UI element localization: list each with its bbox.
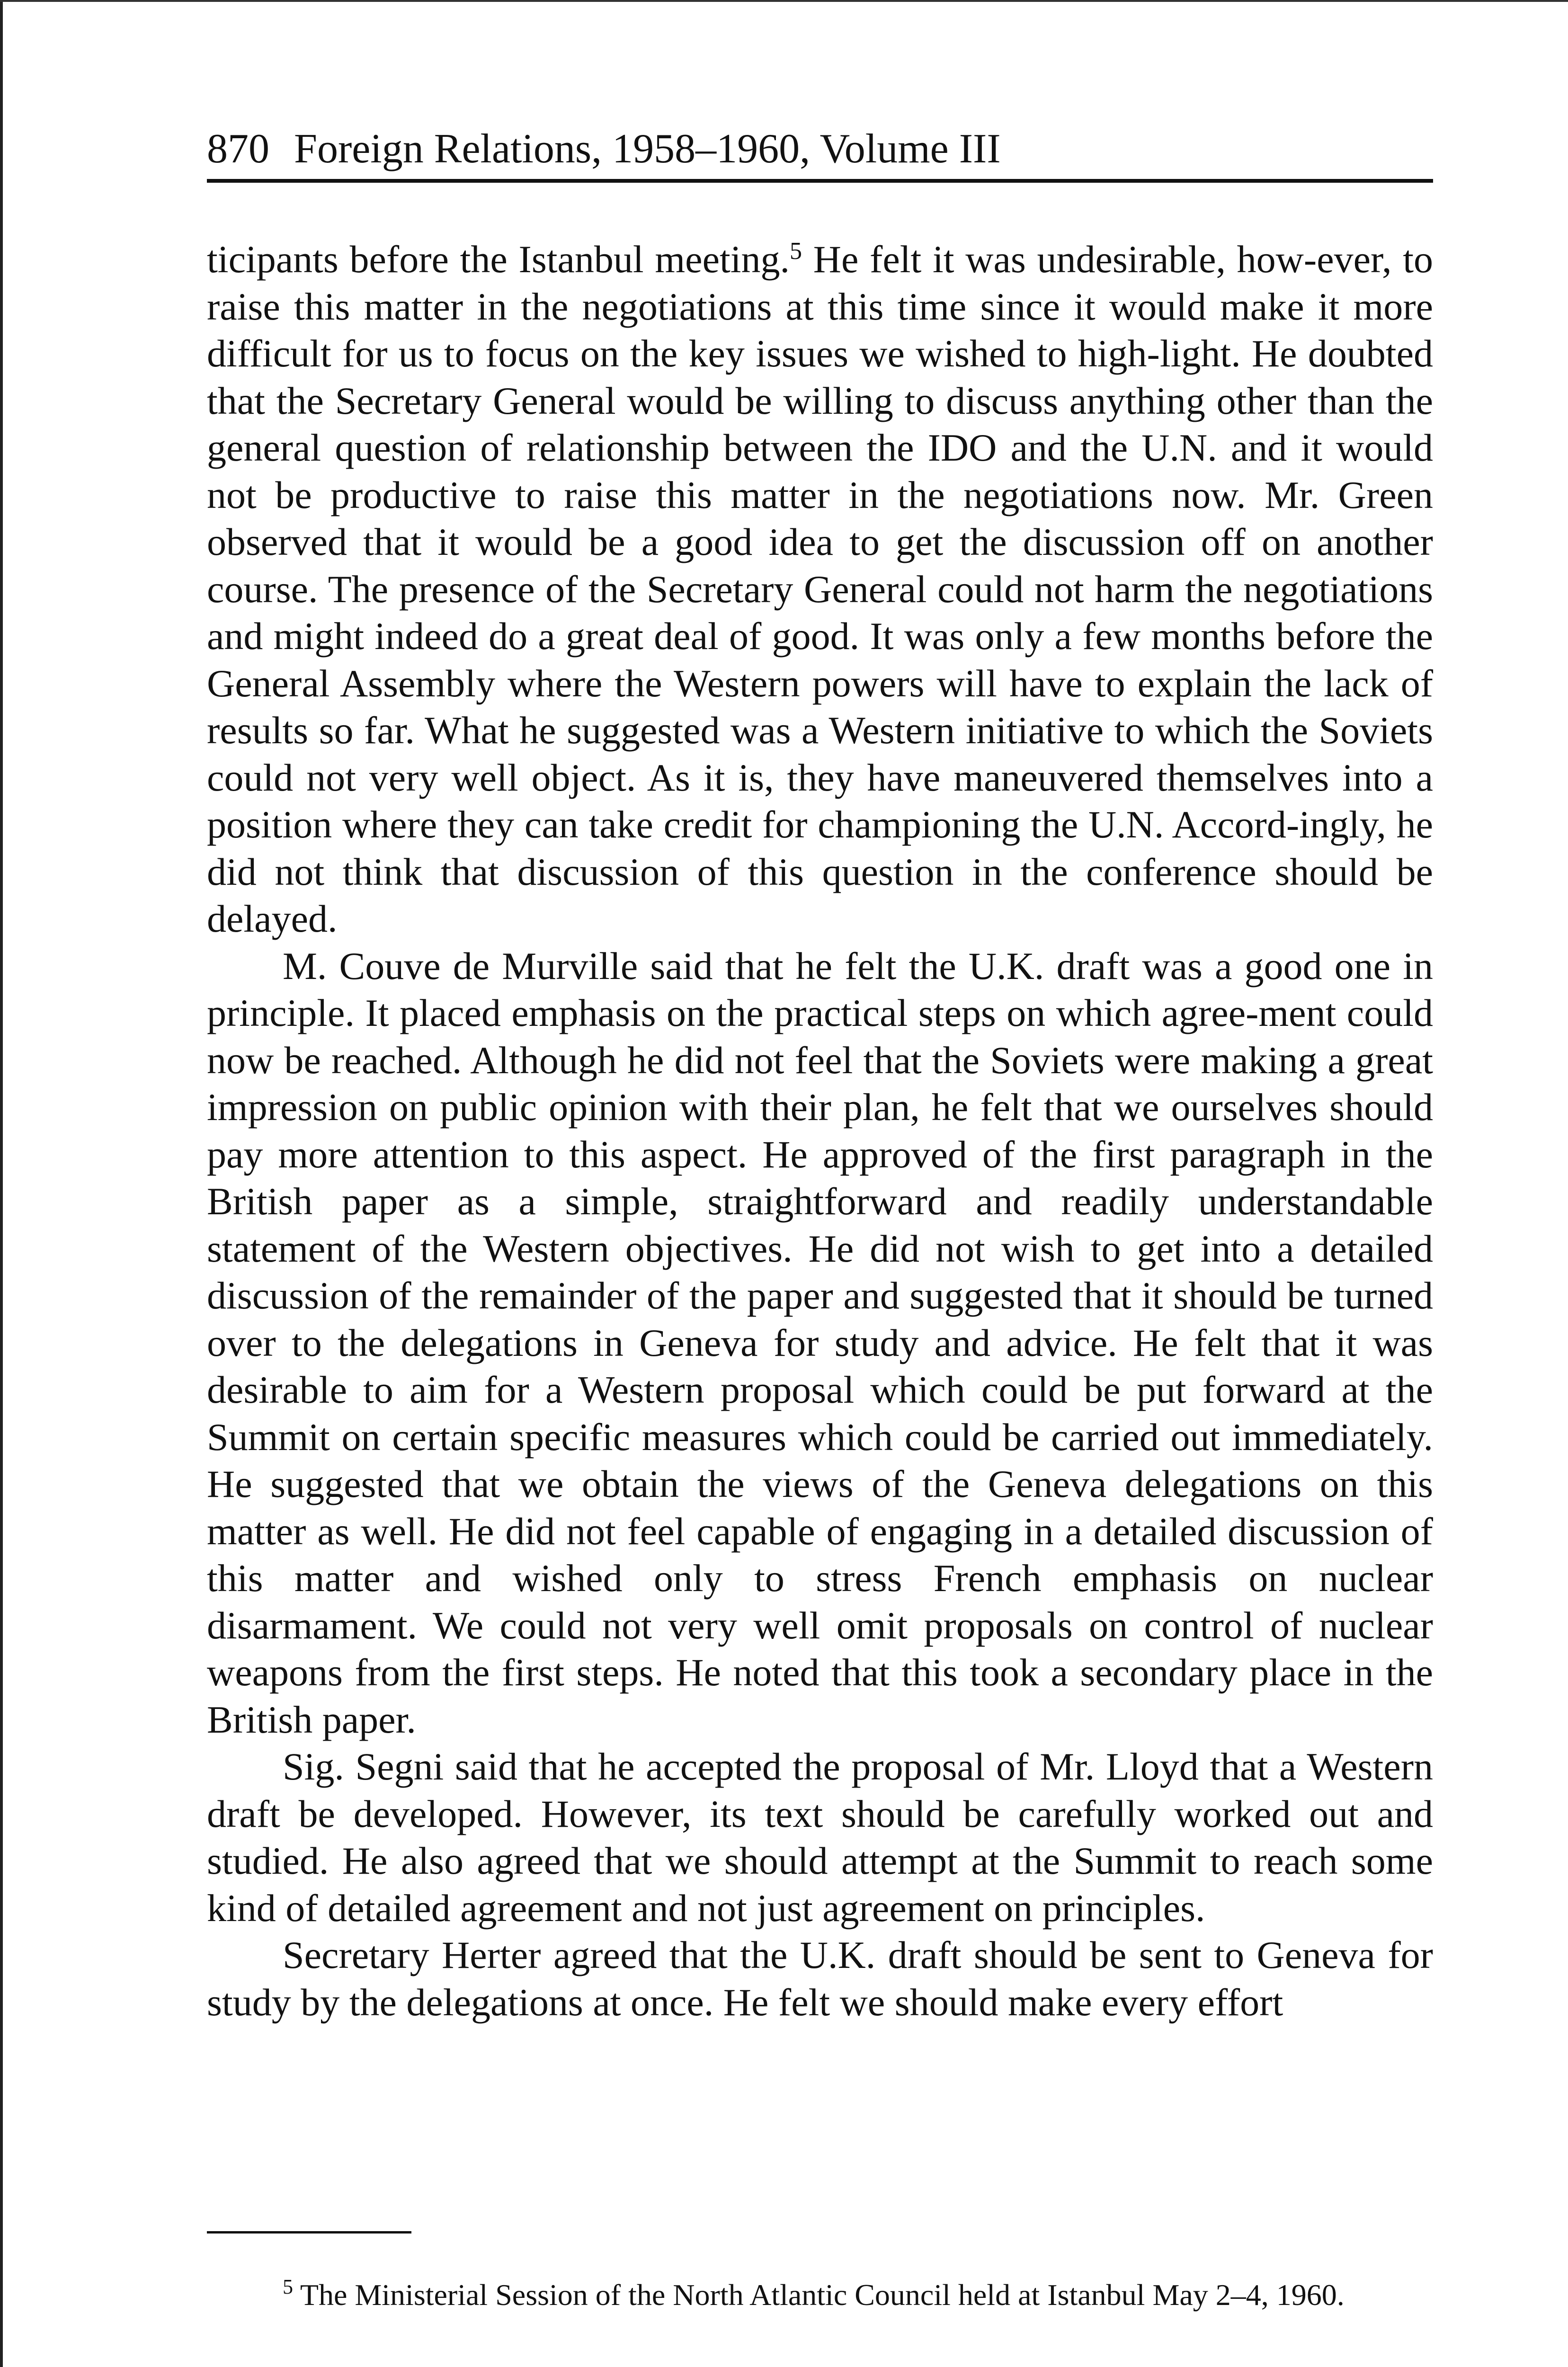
page-number: 870 (207, 126, 269, 172)
scan-edge-top (0, 0, 1568, 2)
paragraph-text: ticipants before the Istanbul meeting. (207, 238, 790, 281)
paragraph: Secretary Herter agreed that the U.K. draft should be sent to Geneva for study by the delegations at once. He felt we should make every effort (207, 1933, 1433, 2024)
running-title: Foreign Relations, 1958–1960, Volume III (294, 126, 1001, 172)
paragraph-continued (207, 236, 1433, 943)
footnote-text: The Ministerial Session of the North Atlantic Council held at Istanbul May 2–4, 1960. (300, 2278, 1345, 2312)
scan-edge-left (0, 0, 3, 2367)
paragraph: M. Couve de Murville said that he felt the U.K. draft was a good one in principle. It placed emphasis on the practical steps on which agree-ment could now be reached. Although he did not feel that the Soviets were making a great impression on public opinion with their plan, he felt that we ourselves should pay more attention to this aspect. He approved of the first paragraph in the British paper as a simple, straightforward and readily understandable statement of the Western objectives. He did not wish to get into a detailed discussion of the remainder of the paper and suggested that it should be turned over to the delegations in Geneva for study and advice. He felt that it was desirable to aim for a Western proposal which could be put forward at the Summit on certain specific measures which could be carried out immediately. He suggested that we obtain the views of the Geneva delegations on this matter as well. He did not feel capable of engaging in a detailed discussion of this matter and wished only to stress French emphasis on nuclear disarmament. We could not very well omit proposals on control of nuclear weapons from the first steps. He noted that this took a secondary place in the British paper. (207, 944, 1433, 1741)
header-rule (207, 179, 1433, 183)
body-text (207, 236, 1433, 2026)
footnote-rule (207, 2231, 411, 2234)
footnote-number: 5 (283, 2275, 293, 2298)
running-header (207, 121, 1433, 178)
footnote-reference: 5 (790, 238, 802, 265)
paragraph-text: He felt it was undesirable, how-ever, to raise this matter in the negotiations at this time since it would make it more difficult for us to focus on the key issues we wished to high-light. He doubted that the Secretary General would be willing to discuss anything other than the general question of relationship between the IDO and the U.N. and it would not be productive to raise this matter in the negotiations now. Mr. Green observed that it would be a good idea to get the discussion off on another course. The presence of the Secretary General could not harm the negotiations and might indeed do a great deal of good. It was only a few months before the General Assembly where the Western powers will have to explain the lack of results so far. What he suggested was a Western initiative to which the Soviets could not very well object. As it is, they have maneuvered themselves into a position where they can take credit for championing the U.N. Accord-ingly, he did not think that discussion of this question in the conference should be delayed. (207, 238, 1433, 940)
paragraph: Sig. Segni said that he accepted the proposal of Mr. Lloyd that a Western draft be developed. However, its text should be carefully worked out and studied. He also agreed that we should attempt at the Summit to reach some kind of detailed agreement and not just agreement on principles. (207, 1745, 1433, 1930)
footnote (207, 2271, 1433, 2319)
